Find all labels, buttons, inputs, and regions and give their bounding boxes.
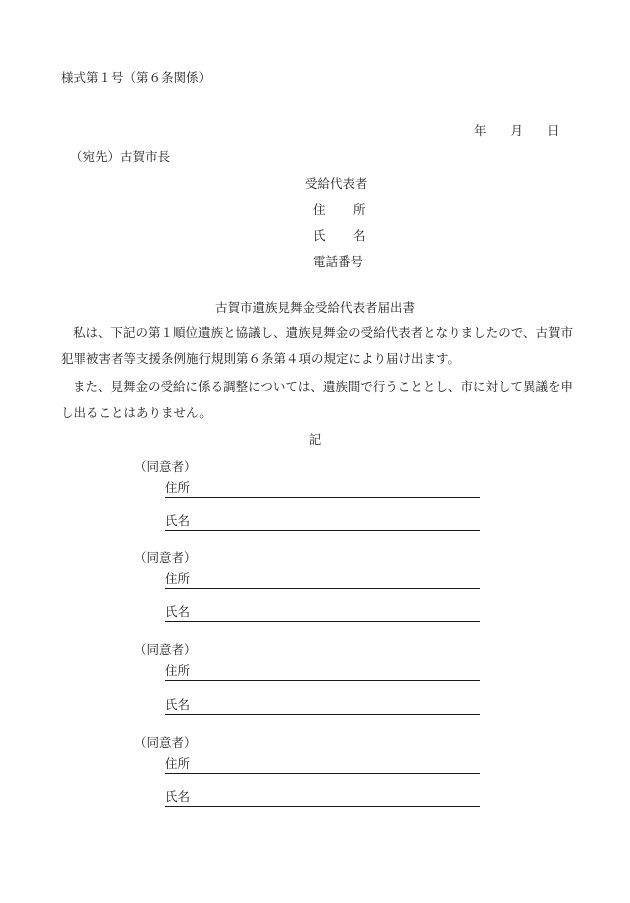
representative-address-label-1: 住 <box>313 202 326 217</box>
representative-name-label <box>313 226 366 244</box>
paragraph-1-text: 私は、下記の第１順位遺族と協議し、遺族見舞金の受給代表者となりましたので、古賀市犯罪被害者等支援条例施行規則第６条第４項の規定により届け出ます。 <box>61 325 573 366</box>
ki-label: 記 <box>308 432 322 447</box>
consenter-name-field[interactable] <box>165 698 480 715</box>
representative-name-label-1: 氏 <box>313 228 326 243</box>
form-number: 様式第１号（第６条関係） <box>61 70 212 85</box>
consenter-address-field[interactable] <box>165 664 480 681</box>
consenter-label: （同意者） <box>134 550 197 565</box>
consenter-address-field[interactable] <box>165 757 480 774</box>
consenter-address-label: 住所 <box>165 663 191 678</box>
consenter-name-field[interactable] <box>165 605 480 622</box>
consenter-label: （同意者） <box>134 735 197 750</box>
consenter-name-label: 氏名 <box>165 789 191 804</box>
paragraph-2 <box>61 374 573 426</box>
consenter-address-field[interactable] <box>165 572 480 589</box>
date-line <box>474 121 560 139</box>
consenter-address-label: 住所 <box>165 571 191 586</box>
consenter-label: （同意者） <box>134 459 197 474</box>
consenter-name-field[interactable] <box>165 790 480 807</box>
paragraph-2-text: また、見舞金の受給に係る調整については、遺族間で行うこととし、市に対して異議を申し出ることはありません。 <box>61 379 573 420</box>
representative-heading: 受給代表者 <box>305 176 368 191</box>
consenter-name-label: 氏名 <box>165 604 191 619</box>
representative-address-label-2: 所 <box>353 202 366 217</box>
date-month-label: 月 <box>510 123 524 138</box>
consenter-address-field[interactable] <box>165 481 480 498</box>
consenter-name-label: 氏名 <box>165 513 191 528</box>
consenter-name-label: 氏名 <box>165 697 191 712</box>
consenter-address-label: 住所 <box>165 756 191 771</box>
paragraph-1 <box>61 320 573 372</box>
date-day-label: 日 <box>547 123 560 138</box>
date-year-label: 年 <box>474 123 487 138</box>
addressee: （宛先）古賀市長 <box>70 149 171 164</box>
consenter-name-field[interactable] <box>165 514 480 531</box>
representative-name-label-2: 名 <box>353 228 366 243</box>
document-title: 古賀市遺族見舞金受給代表者届出書 <box>214 300 415 315</box>
representative-phone-label: 電話番号 <box>313 254 364 269</box>
consenter-address-label: 住所 <box>165 480 191 495</box>
consenter-label: （同意者） <box>134 642 197 657</box>
representative-address-label <box>313 200 366 218</box>
